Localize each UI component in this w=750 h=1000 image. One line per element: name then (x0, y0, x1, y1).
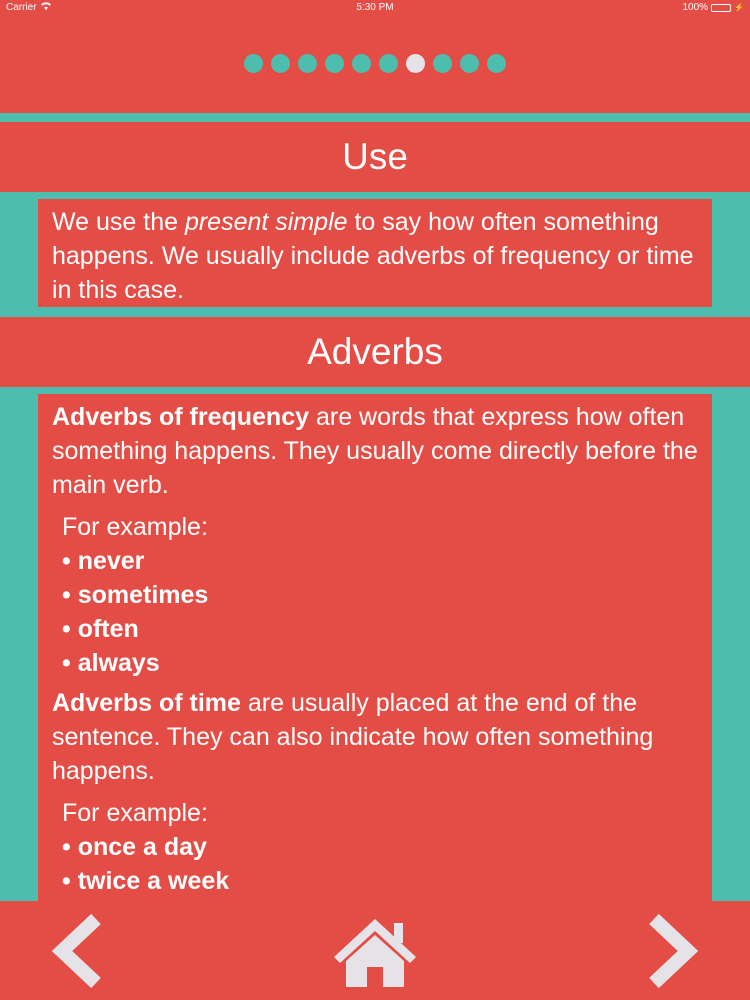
time-paragraph (52, 686, 698, 788)
battery-status (682, 2, 744, 13)
next-button[interactable] (642, 913, 702, 994)
charging-icon: ⚡ (734, 3, 744, 12)
status-bar (0, 0, 750, 16)
time-heading: Adverbs of time (52, 689, 241, 717)
page-dot[interactable] (433, 54, 452, 73)
back-button[interactable] (48, 913, 108, 994)
frequency-text: are words that express how often something happens. They usually come directly before the main verb. (52, 403, 698, 499)
battery-icon (711, 4, 731, 12)
time-text: are usually placed at the end of the sentence. They can also indicate how often something happens. (52, 689, 654, 785)
bottom-nav (0, 901, 750, 1000)
use-text-pre: We use the (52, 208, 185, 236)
battery-percent: 100% (682, 2, 709, 13)
use-text-box (38, 199, 712, 307)
page-dot[interactable] (460, 54, 479, 73)
page-dot[interactable] (244, 54, 263, 73)
list-item: • twice a week (62, 864, 698, 898)
carrier-label: Carrier (6, 2, 37, 13)
clock: 5:30 PM (356, 2, 394, 13)
example-label: For example: (62, 513, 208, 541)
page-dot[interactable] (406, 54, 425, 73)
list-item: • sometimes (62, 578, 698, 612)
page-dot[interactable] (379, 54, 398, 73)
chevron-left-icon (48, 913, 108, 989)
page-dot[interactable] (271, 54, 290, 73)
use-paragraph (52, 205, 698, 307)
use-text-post: to say how often something happens. We usually include adverbs of frequency or time in this case. (52, 208, 694, 304)
header (0, 16, 750, 113)
home-icon (330, 915, 420, 989)
chevron-right-icon (642, 913, 702, 989)
frequency-example-list (52, 544, 698, 680)
list-item: • once a day (62, 830, 698, 864)
adverbs-text-box (38, 394, 712, 901)
time-example-list (52, 830, 698, 898)
frequency-paragraph (52, 400, 698, 502)
page-dot[interactable] (352, 54, 371, 73)
section-title-adverbs: Adverbs (0, 317, 750, 387)
frequency-heading: Adverbs of frequency (52, 403, 310, 431)
list-item: • often (62, 612, 698, 646)
list-item: • always (62, 646, 698, 680)
page-dot[interactable] (298, 54, 317, 73)
list-item: • never (62, 544, 698, 578)
page-indicator[interactable] (0, 54, 750, 73)
section-title-use: Use (0, 122, 750, 192)
example-label: For example: (62, 799, 208, 827)
home-button[interactable] (330, 915, 420, 994)
use-text-emphasis: present simple (184, 208, 348, 236)
page-dot[interactable] (487, 54, 506, 73)
page-dot[interactable] (325, 54, 344, 73)
